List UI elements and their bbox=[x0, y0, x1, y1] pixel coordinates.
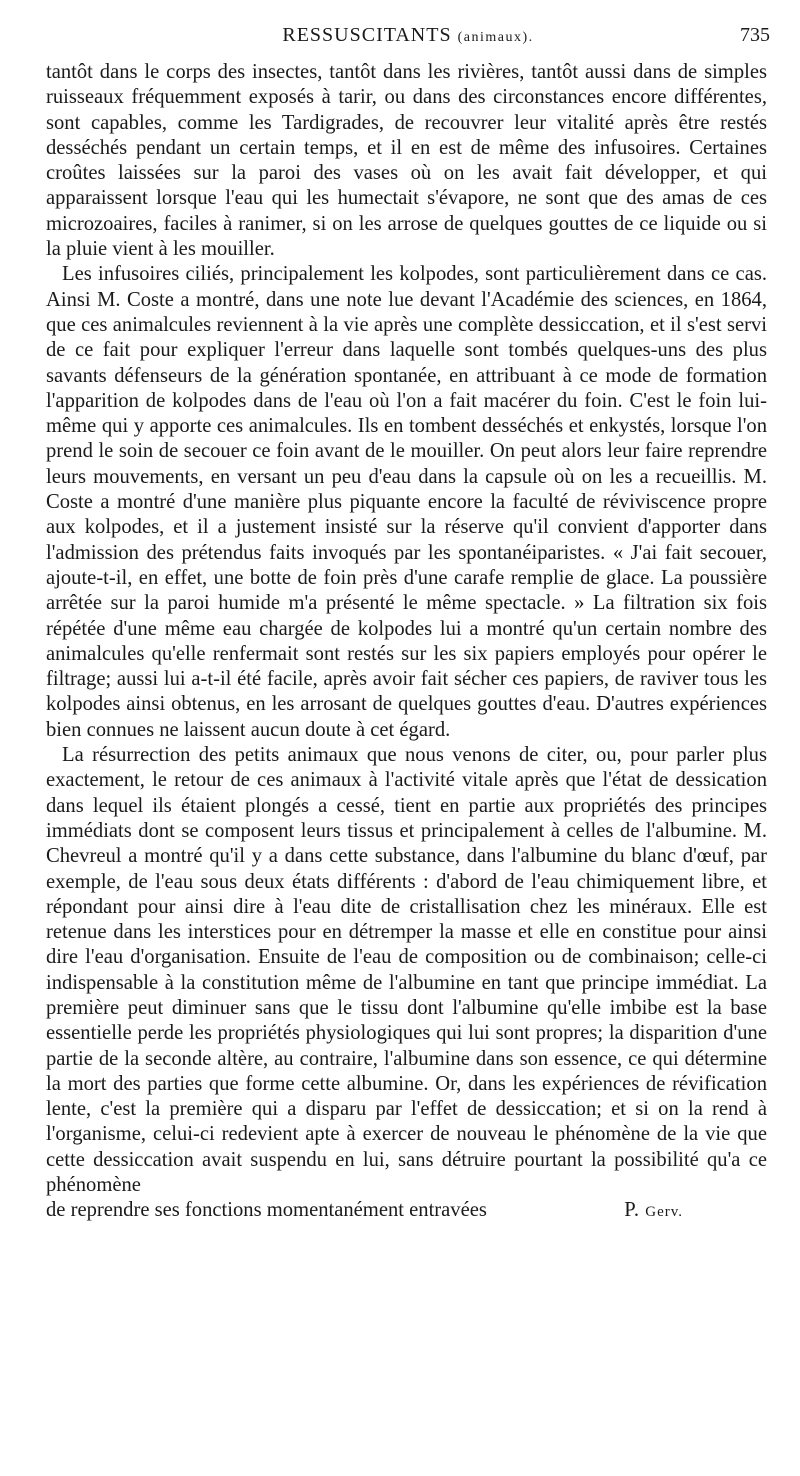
paragraph-continued: tantôt dans le corps des insectes, tantôt dans les rivières, tantôt aussi dans de simples ruisseaux fréquemment exposés à tarir, ou dans des circonstances encore différentes, sont capables, comme les Tardigrades, de recouvrer leur vitalité après être restés desséchés pendant un certain temps, et il en est de même des infusoires. Certaines croûtes laissées sur la paroi des vases où on les avait fait développer, et qui apparaissent lorsque l'eau qui les humectait s'évapore, ne sont que des amas de ces microzoaires, faciles à ranimer, si on les arrose de quelques gouttes de ce liquide ou si la pluie vient à les mouiller. bbox=[46, 61, 767, 261]
paragraph-infusoires: Les infusoires ciliés, principalement les kolpodes, sont particulièrement dans ce cas. Ainsi M. Coste a montré, dans une note lue devant l'Académie des sciences, en 1864, que ces animalcules reviennent à la vie après une complète dessiccation, et il s'est servi de ce fait pour expliquer l'erreur dans laquelle sont tombés quelques-uns des plus savants défenseurs de la génération spontanée, en attribuant à ce mode de formation l'apparition de kolpodes dans de l'eau où l'on a fait macérer du foin. C'est le foin lui-même qui y apporte ces animalcules. Ils en tombent desséchés et enkystés, lorsque l'on prend le soin de secouer ce foin avant de le mouiller. On peut alors leur faire reprendre leurs mouvements, en versant un peu d'eau dans la capsule où on les a recueillis. M. Coste a montré d'une manière plus piquante encore la faculté de réviviscence propre aux kolpodes, et il a justement insisté sur la réserve qu'il convient d'apporter dans l'admission des prétendus faits invoqués par les spontanéiparistes. « J'ai fait secouer, ajoute-t-il, en effet, une botte de foin près d'une carafe remplie de glace. La poussière arrêtée sur la paroi humide m'a présenté le même spectacle. » La filtration six fois répétée d'une même eau chargée de kolpodes lui a montré qu'un certain nombre des animalcules qu'elle renfermait sont restés sur les six papiers employés pour opérer le filtrage; aussi lui a-t-il été facile, après avoir fait sécher ces papiers, de raviver tous les kolpodes ainsi obtenus, en les arrosant de quelques gouttes d'eau. D'autres expériences bien connues ne laissent aucun doute à cet égard. bbox=[46, 263, 767, 741]
running-head bbox=[46, 24, 770, 47]
closing-line bbox=[46, 1198, 767, 1225]
running-head-subtitle: (animaux). bbox=[457, 30, 534, 45]
paragraph-resurrection: La résurrection des petits animaux que nous venons de citer, ou, pour parler plus exactement, le retour de ces animaux à l'activité vitale après que l'état de dessication dans lequel ils étaient plongés a cessé, tient en partie aux propriétés des principes immédiats dont se composent leurs tissus et principalement à celles de l'albumine. M. Chevreul a montré qu'il y a dans cette substance, dans l'albumine du blanc d'œuf, par exemple, de l'eau sous deux états différents : d'abord de l'eau chimiquement libre, et répondant pour ainsi dire à l'eau dite de cristallisation chez les minéraux. Elle est retenue dans les interstices pour en détremper la masse et elle en constitue pour ainsi dire l'eau d'organisation. Ensuite de l'eau de composition ou de combinaison; celle-ci indispensable à la constitution même de l'albumine en tant que principe immédiat. La première peut diminuer sans que le tissu dont l'albumine qu'elle imbibe est la base essentielle perde les propriétés physiologiques qui lui sont propres; la disparition d'une partie de la seconde altère, au contraire, l'albumine dans son essence, ce qui détermine la mort des parties que forme cette albumine. Or, dans les expériences de révification lente, c'est la première qui a disparu par l'effet de dessiccation; et si on la rend à l'organisme, celui-ci redevient apte à exercer de nouveau le phénomène de la vie que cette dessiccation avait suspendu en lui, sans détruire pourtant la possibilité qu'a ce phénomène bbox=[46, 744, 767, 1197]
article-body bbox=[46, 60, 767, 1226]
page-header bbox=[46, 24, 770, 54]
signature-name: Gerv. bbox=[645, 1204, 683, 1221]
signature-initial: P. bbox=[624, 1199, 640, 1222]
page-number: 735 bbox=[740, 24, 770, 46]
running-head-title: RESSUSCITANTS bbox=[282, 24, 452, 46]
author-signature bbox=[624, 1198, 683, 1225]
final-line-text: de reprendre ses fonctions momentanément entravées bbox=[46, 1199, 487, 1222]
